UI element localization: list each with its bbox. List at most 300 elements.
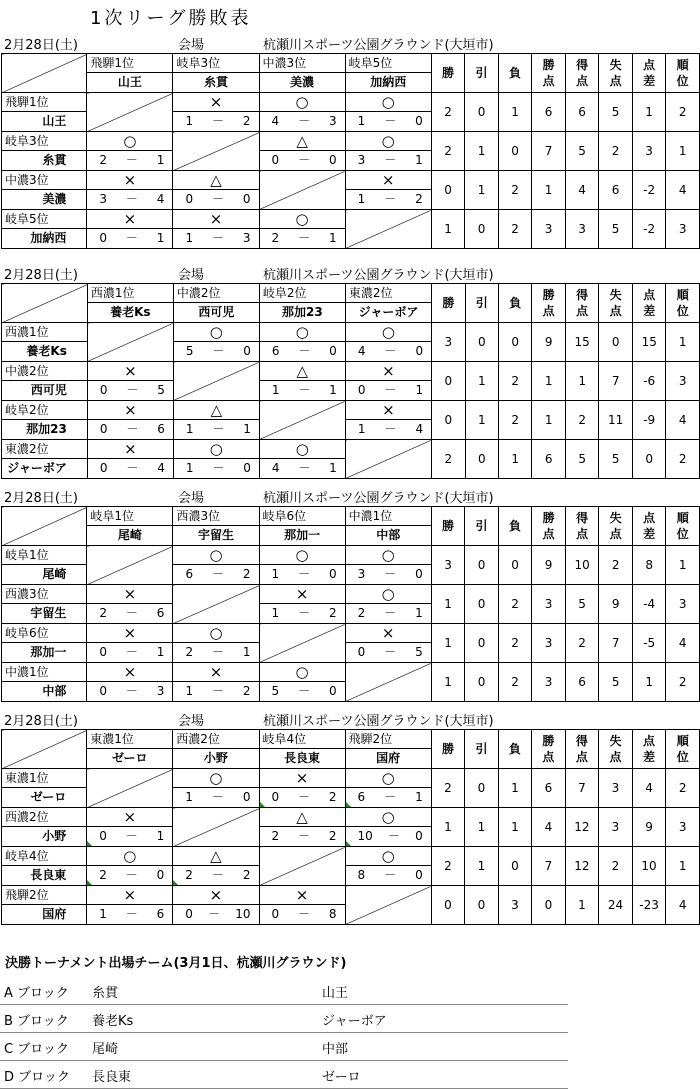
result-mark: × xyxy=(88,401,173,420)
first-place-team: 養老Ks xyxy=(92,1014,134,1029)
team-name: 糸貫 xyxy=(203,75,228,89)
team-seed: 東濃2位 xyxy=(2,440,87,459)
stat-value: 15 xyxy=(632,323,666,362)
stat-value: 2 xyxy=(431,847,464,886)
stat-value: 1 xyxy=(666,132,700,171)
score-dash: － xyxy=(211,790,224,804)
team-header xyxy=(2,132,86,170)
score-dash: － xyxy=(298,461,311,475)
stat-value: 1 xyxy=(465,132,499,171)
score-against: 1 xyxy=(415,383,424,397)
stat-value: 4 xyxy=(632,769,666,808)
team-header xyxy=(173,730,258,768)
block-label: C ブロック xyxy=(4,1042,69,1057)
score-for: 0 xyxy=(271,153,280,167)
result-cell xyxy=(173,440,259,479)
result-cell xyxy=(259,663,345,702)
score-dash: － xyxy=(384,114,397,128)
match-date: 2月28日(土) xyxy=(4,38,78,53)
row-team-cell xyxy=(2,93,87,132)
result-cell xyxy=(345,171,431,210)
score-for: 0 xyxy=(357,383,366,397)
stat-value: 1 xyxy=(465,847,498,886)
result-mark: ○ xyxy=(260,440,345,459)
stat-value: 15 xyxy=(565,323,599,362)
row-team-cell xyxy=(2,362,88,401)
stat-header: 勝 点 xyxy=(532,54,566,93)
score-dash: － xyxy=(298,153,311,167)
score-dash: － xyxy=(125,645,138,659)
stat-value: 5 xyxy=(599,663,633,702)
stat-value: 0 xyxy=(465,769,498,808)
stat-value: 1 xyxy=(431,585,465,624)
team-name: 長良東 xyxy=(30,868,67,882)
stat-value: 3 xyxy=(532,663,566,702)
result-mark: ○ xyxy=(173,769,258,788)
score-for: 0 xyxy=(99,461,108,475)
stat-value: 0 xyxy=(632,440,666,479)
stat-header: 勝 xyxy=(431,54,465,93)
stat-value: 3 xyxy=(666,210,700,249)
self-match-cell xyxy=(173,132,259,171)
result-cell xyxy=(173,401,259,440)
team-header xyxy=(88,284,173,322)
stat-header: 失 点 xyxy=(599,730,633,769)
stat-value: 2 xyxy=(565,401,599,440)
result-cell xyxy=(345,546,431,585)
corner-cell xyxy=(2,730,87,769)
result-mark: × xyxy=(260,585,345,604)
team-name: 養老Ks xyxy=(26,344,67,358)
team-seed: 中濃3位 xyxy=(2,171,86,190)
score-for: 1 xyxy=(185,790,193,804)
score-for: 10 xyxy=(357,829,373,843)
score-dash: － xyxy=(125,907,138,921)
team-seed: 岐阜4位 xyxy=(2,847,86,866)
score-for: 1 xyxy=(271,606,280,620)
stat-value: -23 xyxy=(632,886,666,925)
result-mark: ○ xyxy=(173,624,258,643)
result-cell xyxy=(173,323,259,362)
team-header xyxy=(2,323,87,361)
stat-header: 負 xyxy=(498,54,532,93)
team-seed: 飛騨1位 xyxy=(2,93,86,112)
result-score xyxy=(173,788,258,807)
score-for: 0 xyxy=(99,829,107,843)
score-against: 4 xyxy=(157,461,165,475)
score-for: 1 xyxy=(357,114,366,128)
column-team-cell xyxy=(87,730,173,769)
result-mark: × xyxy=(87,171,172,190)
venue-label: 会場 xyxy=(178,714,205,729)
result-mark: ○ xyxy=(260,323,345,342)
team-seed: 岐阜5位 xyxy=(2,210,86,229)
result-mark: ○ xyxy=(346,546,431,565)
team-seed: 岐阜6位 xyxy=(260,507,345,526)
result-score xyxy=(87,682,172,701)
result-score xyxy=(87,604,172,623)
result-cell xyxy=(259,585,345,624)
score-against: 0 xyxy=(242,192,251,206)
score-for: 6 xyxy=(185,567,194,581)
row-team-cell xyxy=(2,886,87,925)
match-date: 2月28日(土) xyxy=(4,714,78,729)
result-mark: × xyxy=(346,171,431,190)
venue-name: 杭瀬川スポーツ公園グラウンド(大垣市) xyxy=(263,491,494,506)
team-seed: 西濃3位 xyxy=(173,507,258,526)
team-header xyxy=(2,663,86,701)
column-team-cell xyxy=(173,284,259,323)
score-for: 0 xyxy=(99,383,108,397)
stat-value: 1 xyxy=(465,362,498,401)
team-name: 養老Ks xyxy=(110,305,151,319)
team-header xyxy=(2,886,86,924)
team-header xyxy=(87,507,172,545)
cell-comment-marker xyxy=(87,880,92,885)
row-team-cell xyxy=(2,132,87,171)
score-dash: － xyxy=(126,383,139,397)
team-name: ジャーボア xyxy=(358,305,419,319)
score-for: 0 xyxy=(185,907,193,921)
result-score xyxy=(260,342,345,361)
team-seed: 西濃1位 xyxy=(88,284,173,303)
team-seed: 飛騨2位 xyxy=(2,886,86,905)
result-cell xyxy=(87,440,173,479)
stat-header: 失 点 xyxy=(599,507,633,546)
stat-header: 順 位 xyxy=(666,507,700,546)
team-seed: 中濃1位 xyxy=(2,663,86,682)
score-dash: － xyxy=(384,606,397,620)
stat-value: 2 xyxy=(498,663,532,702)
results-table xyxy=(1,506,700,702)
result-mark: △ xyxy=(260,808,345,827)
score-against: 0 xyxy=(329,684,337,698)
stat-header: 順 位 xyxy=(666,284,700,323)
corner-cell xyxy=(2,54,87,93)
block-header xyxy=(0,260,700,282)
match-date: 2月28日(土) xyxy=(4,491,78,506)
score-dash: － xyxy=(125,153,138,167)
stat-value: 2 xyxy=(599,546,633,585)
column-team-cell xyxy=(345,730,431,769)
score-for: 3 xyxy=(357,153,366,167)
stat-value: 3 xyxy=(632,132,666,171)
stat-value: 6 xyxy=(532,440,565,479)
score-for: 0 xyxy=(99,645,107,659)
stat-value: 0 xyxy=(465,585,499,624)
result-mark: × xyxy=(87,210,172,229)
second-place-team: ゼーロ xyxy=(322,1070,361,1085)
score-against: 6 xyxy=(157,422,165,436)
team-seed: 西濃3位 xyxy=(2,585,86,604)
score-against: 2 xyxy=(242,684,251,698)
team-seed: 岐阜1位 xyxy=(2,546,86,565)
stat-value: 0 xyxy=(465,93,499,132)
row-team-cell xyxy=(2,546,87,585)
venue-label: 会場 xyxy=(178,38,205,53)
final-qualifier-row xyxy=(0,976,568,1005)
result-mark: × xyxy=(346,401,431,420)
team-header xyxy=(173,507,258,545)
venue-name: 杭瀬川スポーツ公園グラウンド(大垣市) xyxy=(263,38,494,53)
row-team-cell xyxy=(2,663,87,702)
score-dash: － xyxy=(298,567,311,581)
stat-value: 4 xyxy=(666,171,700,210)
result-score xyxy=(346,643,431,662)
result-score xyxy=(88,459,173,478)
result-cell xyxy=(259,769,345,808)
stat-value: 2 xyxy=(599,847,633,886)
score-against: 0 xyxy=(415,868,423,882)
stat-value: 0 xyxy=(465,663,499,702)
score-dash: － xyxy=(384,567,397,581)
result-mark: △ xyxy=(173,847,258,866)
team-name: 那加一 xyxy=(284,528,321,542)
team-seed: 中濃2位 xyxy=(2,362,87,381)
self-match-cell xyxy=(87,93,173,132)
block-label: B ブロック xyxy=(4,1014,69,1029)
team-name: 宇留生 xyxy=(197,528,234,542)
team-seed: 東濃2位 xyxy=(346,284,431,303)
result-score xyxy=(260,381,345,400)
row-team-cell xyxy=(2,624,87,663)
stat-value: 1 xyxy=(632,93,666,132)
team-header xyxy=(260,507,345,545)
stat-value: 2 xyxy=(666,769,700,808)
result-cell xyxy=(173,93,259,132)
result-cell xyxy=(259,323,345,362)
stat-value: 7 xyxy=(599,624,633,663)
result-score xyxy=(174,342,259,361)
stat-value: 3 xyxy=(666,362,700,401)
score-against: 1 xyxy=(415,606,423,620)
team-seed: 中濃3位 xyxy=(260,54,345,73)
result-score xyxy=(173,565,258,584)
stat-header: 順 位 xyxy=(666,54,700,93)
result-cell xyxy=(173,847,259,886)
final-qualifier-row xyxy=(0,1004,568,1033)
team-seed: 西濃2位 xyxy=(173,730,258,749)
stat-value: 10 xyxy=(565,546,599,585)
result-score xyxy=(346,420,431,439)
stat-value: -4 xyxy=(632,585,666,624)
stat-value: 1 xyxy=(565,362,599,401)
result-score xyxy=(87,643,172,662)
result-score xyxy=(174,459,259,478)
result-mark: × xyxy=(88,362,173,381)
stat-header: 得 点 xyxy=(565,730,599,769)
stat-value: 1 xyxy=(532,362,565,401)
first-place-team: 糸貫 xyxy=(92,986,119,1001)
score-against: 2 xyxy=(415,192,423,206)
stat-value: 1 xyxy=(532,401,565,440)
stat-value: 4 xyxy=(666,401,700,440)
result-cell xyxy=(259,362,345,401)
stat-value: 4 xyxy=(666,624,700,663)
stat-header: 失 点 xyxy=(599,284,633,323)
stat-header: 得 点 xyxy=(565,507,599,546)
team-header xyxy=(2,171,86,209)
result-cell xyxy=(87,132,173,171)
score-against: 0 xyxy=(415,829,423,843)
score-for: 3 xyxy=(357,567,366,581)
team-name: 中部 xyxy=(376,528,401,542)
stat-value: 1 xyxy=(532,171,566,210)
score-for: 1 xyxy=(271,383,280,397)
team-header xyxy=(346,284,431,322)
score-for: 4 xyxy=(271,461,280,475)
stat-value: 1 xyxy=(632,663,666,702)
score-dash: － xyxy=(298,231,311,245)
result-cell xyxy=(345,362,431,401)
result-mark: × xyxy=(173,663,258,682)
score-for: 6 xyxy=(357,790,366,804)
score-dash: － xyxy=(384,192,397,206)
column-team-cell xyxy=(173,54,259,93)
team-seed: 岐阜3位 xyxy=(173,54,258,73)
score-for: 1 xyxy=(99,907,107,921)
cell-comment-marker xyxy=(346,802,351,807)
result-cell xyxy=(87,808,173,847)
stat-value: 0 xyxy=(498,132,532,171)
column-team-cell xyxy=(87,507,173,546)
team-seed: 西濃2位 xyxy=(2,808,86,827)
team-name: ジャーボア xyxy=(7,461,67,475)
score-against: 1 xyxy=(156,231,165,245)
cell-comment-marker xyxy=(87,841,92,846)
second-place-team: 山王 xyxy=(322,986,349,1001)
team-header xyxy=(87,54,172,92)
score-against: 6 xyxy=(156,606,165,620)
stat-header: 引 xyxy=(465,284,498,323)
stat-value: 2 xyxy=(666,93,700,132)
team-name: 山王 xyxy=(42,114,67,128)
result-mark: × xyxy=(173,210,258,229)
results-table xyxy=(1,53,700,249)
team-name: 国府 xyxy=(376,751,401,765)
stat-value: 3 xyxy=(431,546,465,585)
stat-value: 6 xyxy=(532,93,566,132)
stat-value: 5 xyxy=(565,440,599,479)
result-mark: △ xyxy=(260,362,345,381)
column-team-cell xyxy=(345,507,431,546)
result-score xyxy=(346,342,431,361)
stat-value: 2 xyxy=(498,210,532,249)
row-team-cell xyxy=(2,440,88,479)
result-cell xyxy=(345,132,431,171)
stat-value: 0 xyxy=(432,362,465,401)
team-name: 山王 xyxy=(117,75,142,89)
team-header xyxy=(2,624,86,662)
stat-value: 2 xyxy=(432,440,465,479)
final-qualifier-row xyxy=(0,1032,568,1061)
stat-value: 0 xyxy=(465,886,498,925)
team-seed: 東濃1位 xyxy=(2,769,86,788)
score-for: 2 xyxy=(185,645,194,659)
row-team-cell xyxy=(2,171,87,210)
stat-value: 24 xyxy=(599,886,633,925)
score-for: 0 xyxy=(99,231,107,245)
result-score xyxy=(260,151,345,170)
stat-value: 2 xyxy=(499,401,532,440)
result-mark: ○ xyxy=(346,323,431,342)
score-against: 0 xyxy=(329,567,337,581)
stat-value: 0 xyxy=(431,886,464,925)
team-seed: 岐阜2位 xyxy=(260,284,345,303)
team-header xyxy=(2,808,86,846)
result-score xyxy=(346,604,431,623)
score-for: 4 xyxy=(357,344,366,358)
team-header xyxy=(2,440,87,478)
score-for: 1 xyxy=(185,684,194,698)
result-score xyxy=(260,905,345,924)
self-match-cell xyxy=(87,769,173,808)
stat-value: -2 xyxy=(632,171,666,210)
result-score xyxy=(173,866,258,885)
result-mark: △ xyxy=(174,401,259,420)
score-dash: － xyxy=(212,461,225,475)
score-dash: － xyxy=(212,344,225,358)
stat-value: 0 xyxy=(431,171,465,210)
result-score xyxy=(260,682,345,701)
result-score xyxy=(88,381,173,400)
team-seed: 西濃1位 xyxy=(2,323,87,342)
first-place-team: 長良東 xyxy=(92,1070,132,1085)
stat-header: 勝 xyxy=(431,507,465,546)
result-cell xyxy=(87,401,173,440)
stat-value: 11 xyxy=(599,401,633,440)
team-seed: 岐阜4位 xyxy=(260,730,345,749)
result-score xyxy=(346,788,431,807)
result-score xyxy=(174,420,259,439)
score-dash: － xyxy=(212,422,225,436)
stat-value: 0 xyxy=(498,847,531,886)
result-score xyxy=(87,905,172,924)
result-score xyxy=(88,420,173,439)
score-dash: － xyxy=(208,907,221,921)
results-table xyxy=(1,283,700,479)
score-dash: － xyxy=(384,383,397,397)
result-cell xyxy=(173,546,259,585)
team-name: 長良東 xyxy=(284,751,321,765)
cell-comment-marker xyxy=(173,880,178,885)
self-match-cell xyxy=(173,808,259,847)
result-mark: × xyxy=(173,93,258,112)
team-name: 尾崎 xyxy=(42,567,67,581)
stat-value: 6 xyxy=(565,93,599,132)
stat-header: 順 位 xyxy=(666,730,700,769)
stat-value: 1 xyxy=(565,886,599,925)
stat-value: -2 xyxy=(632,210,666,249)
stat-value: 2 xyxy=(431,132,465,171)
result-score xyxy=(260,459,345,478)
result-mark: × xyxy=(88,440,173,459)
stat-value: 1 xyxy=(499,440,532,479)
result-cell xyxy=(345,624,431,663)
result-score xyxy=(260,229,345,248)
self-match-cell xyxy=(173,362,259,401)
stat-value: 3 xyxy=(532,210,566,249)
score-against: 1 xyxy=(329,461,337,475)
score-dash: － xyxy=(125,231,138,245)
score-against: 1 xyxy=(156,829,165,843)
self-match-cell xyxy=(345,886,431,925)
team-seed: 飛騨2位 xyxy=(346,730,431,749)
row-team-cell xyxy=(2,847,87,886)
block-header xyxy=(0,706,700,728)
stat-value: -9 xyxy=(632,401,666,440)
stat-value: 5 xyxy=(599,440,633,479)
